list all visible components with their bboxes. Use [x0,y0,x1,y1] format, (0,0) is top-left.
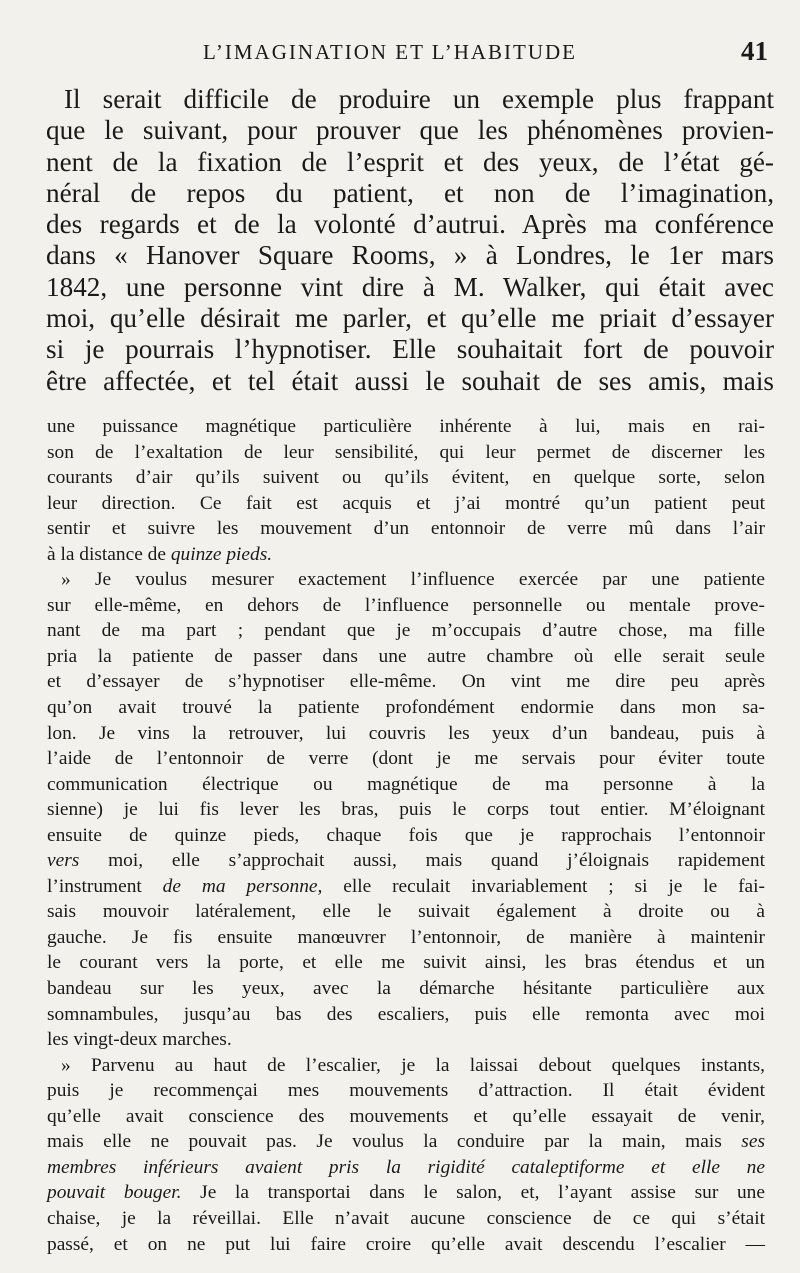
footnote-line: sais mouvoir latéralement, elle le suivait également à droite ou à [47,901,765,923]
footnote-text: elle reculait invariablement ; si je le fai- [343,875,765,897]
footnote-line: le courant vers la porte, et elle me suivit ainsi, les bras étendus et un [47,952,765,974]
footnote-line [47,1180,765,1206]
text-line: que le suivant, pour prouver que les phénomènes provien- [46,115,774,146]
footnote-line: lon. Je vins la retrouver, lui couvris les yeux d’un bandeau, puis à [47,722,765,744]
page-header [0,36,800,76]
text-line: si je pourrais l’hypnotiser. Elle souhaitait fort de pouvoir [46,334,774,365]
footnote-text: moi, elle s’approchait aussi, mais quand j’éloignais rapidement [108,850,765,872]
text-line: Il serait difficile de produire un exemple plus frappant [64,84,774,114]
footnote-line: son de l’exaltation de leur sensibilité, qui leur permet de discerner les [47,441,765,463]
footnote-line [47,542,765,568]
footnote-line: » Parvenu au haut de l’escalier, je la laissai debout quelques instants, [61,1054,765,1076]
footnote-line: qu’on avait trouvé la patiente profondément endormie dans mon sa- [47,697,765,719]
footnote-line: puis je recommençai mes mouvements d’attraction. Il était évident [47,1080,765,1102]
text-line: moi, qu’elle désirait me parler, et qu’elle me priait d’essayer [46,303,774,334]
text-line: être affectée, et tel était aussi le souhait de ses amis, mais [46,365,774,396]
text-line: nent de la fixation de l’esprit et des yeux, de l’état gé- [46,146,774,177]
text-line: néral de repos du patient, et non de l’imagination, [46,177,774,208]
footnote-line: membres inférieurs avaient pris la rigidité cataleptiforme et elle ne [47,1156,765,1178]
footnote-line: gauche. Je fis ensuite manœuvrer l’entonnoir, de manière à maintenir [47,926,765,948]
footnote-line [47,874,765,900]
italic-phrase: vers [47,850,80,872]
running-title: L’IMAGINATION ET L’HABITUDE [202,40,578,64]
footnote-line: sur elle-même, en dehors de l’influence personnelle ou mentale prove- [47,594,765,616]
italic-phrase: pouvait bouger. [47,1182,182,1204]
footnote-line: sentir et suivre les mouvement d’un entonnoir de verre mû dans l’air [47,518,765,540]
footnote-line: communication électrique ou magnétique de ma personne à la [47,773,765,795]
footnote-line: qu’elle avait conscience des mouvements et qu’elle essayait de venir, [47,1105,765,1127]
footnote-text: Je la transportai dans le salon, et, l’ayant assise sur une [200,1182,765,1204]
text-line: 1842, une personne vint dire à M. Walker, qui était avec [46,271,774,302]
italic-phrase: ses [741,1131,765,1153]
footnote-line: sienne) je lui fis lever les bras, puis le corps tout entier. M’éloignant [47,799,765,821]
footnote-line: leur direction. Ce fait est acquis et j’ai montré qu’un patient peut [47,492,765,514]
footnote-text: mais elle ne pouvait pas. Je voulus la conduire par la main, mais [47,1131,722,1153]
footnote-line: et d’essayer de s’hypnotiser elle-même. On vint me dire peu après [47,671,765,693]
text-line: des regards et de la volonté d’autrui. Après ma conférence [46,209,774,240]
italic-phrase: de ma personne, [162,875,323,897]
footnote-line: » Je voulus mesurer exactement l’influence exercée par une patiente [61,569,765,591]
footnote-line: pria la patiente de passer dans une autre chambre où elle serait seule [47,645,765,667]
footnote-line [47,1129,765,1155]
footnote-line: bandeau sur les yeux, avec la démarche hésitante particulière aux [47,978,765,1000]
footnote-line: chaise, je la réveillai. Elle n’avait aucune conscience de ce qui s’était [47,1207,765,1229]
page-number: 41 [741,36,768,66]
text-line: dans « Hanover Square Rooms, » à Londres, le 1er mars [46,240,774,271]
main-paragraph [46,84,774,397]
footnote-line: ensuite de quinze pieds, chaque fois que je rapprochais l’entonnoir [47,824,765,846]
footnote-line: les vingt-deux marches. [47,1029,232,1051]
footnote-line: somnambules, jusqu’au bas des escaliers, puis elle remonta avec moi [47,1003,765,1025]
footnote-text: à la distance de [47,543,166,565]
footnote [47,414,765,1257]
footnote-text: l’instrument [47,875,142,897]
footnote-line: une puissance magnétique particulière inhérente à lui, mais en rai- [47,416,765,437]
italic-phrase: quinze pieds. [170,543,273,565]
footnote-line: courants d’air qu’ils suivent ou qu’ils évitent, en quelque sorte, selon [47,467,765,489]
footnote-line: l’aide de l’entonnoir de verre (dont je me servais pour éviter toute [47,748,765,770]
footnote-line: nant de ma part ; pendant que je m’occupais d’autre chose, ma fille [47,620,765,642]
footnote-line [47,848,765,874]
footnote-line: passé, et on ne put lui faire croire qu’elle avait descendu l’escalier — [47,1233,765,1255]
